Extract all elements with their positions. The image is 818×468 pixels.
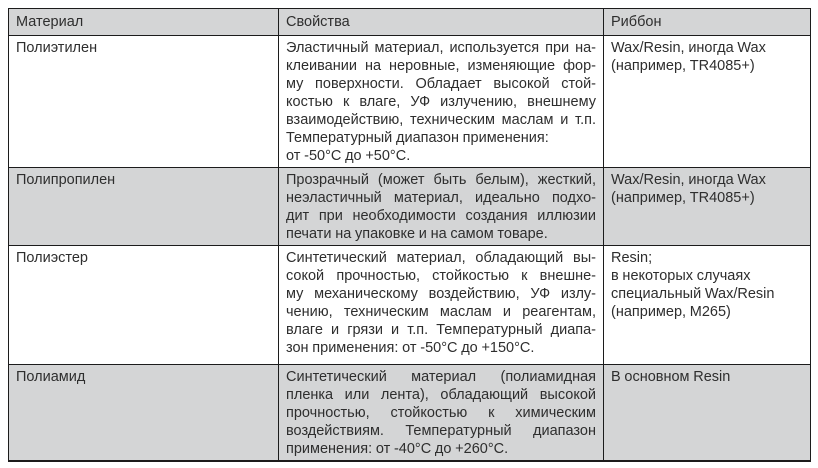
properties-line: му поверхности. Обладает высокой стой- [286, 76, 596, 92]
header-cell-properties: Свойства [279, 9, 604, 36]
ribbon-line: (например, TR4085+) [611, 190, 755, 206]
properties-line: прочностью, стойкостью к химическим [286, 405, 596, 421]
properties-line: клеивании на неровные, изменяющие фор- [286, 58, 596, 74]
material-cell: Полиамид [9, 365, 279, 462]
properties-cell [279, 246, 604, 365]
header-cell-material: Материал [9, 9, 279, 36]
properties-line: взаимодействию, техническим маслам и т.п. [286, 112, 596, 128]
header-cell-ribbon: Риббон [604, 9, 811, 36]
properties-line: воздействиям. Температурный диапазон [286, 423, 596, 439]
properties-cell [279, 365, 604, 462]
properties-line: чению, техническим маслам и реагентам, [286, 304, 596, 320]
properties-line: от -50°C до +50°C. [286, 148, 411, 164]
properties-line: Температурный диапазон применения: [286, 130, 549, 146]
properties-line: применения: от -40°C до +260°C. [286, 441, 509, 457]
table-row [9, 168, 811, 246]
materials-table [8, 8, 811, 462]
properties-line: зон применения: от -50°C до +150°C. [286, 340, 535, 356]
ribbon-line: в некоторых случаях [611, 268, 751, 284]
ribbon-line: (например, TR4085+) [611, 58, 755, 74]
properties-line: му механическому воздействию, УФ излу- [286, 286, 596, 302]
properties-cell [279, 168, 604, 246]
table-body [9, 36, 811, 462]
properties-line: сокой прочностью, стойкостью к внешне- [286, 268, 596, 284]
ribbon-line: (например, M265) [611, 304, 731, 320]
ribbon-line: Wax/Resin, иногда Wax [611, 40, 766, 56]
properties-line: Эластичный материал, используется при на- [286, 40, 596, 56]
ribbon-cell [604, 168, 811, 246]
properties-line: печати на упаковке и на самом товаре. [286, 226, 548, 242]
ribbon-line: специальный Wax/Resin [611, 286, 775, 302]
properties-line: Синтетический материал (полиамидная [286, 369, 596, 385]
material-cell: Полиэстер [9, 246, 279, 365]
ribbon-cell [604, 36, 811, 168]
material-cell: Полипропилен [9, 168, 279, 246]
ribbon-cell [604, 246, 811, 365]
properties-line: неэластичный материал, идеально подхо- [286, 190, 596, 206]
material-cell: Полиэтилен [9, 36, 279, 168]
ribbon-line: В основном Resin [611, 369, 731, 385]
header-row [9, 9, 811, 36]
properties-line: костью к влаге, УФ излучению, внешнему [286, 94, 596, 110]
ribbon-cell [604, 365, 811, 462]
table-row [9, 365, 811, 462]
table-header [9, 9, 811, 36]
ribbon-line: Resin; [611, 250, 653, 266]
properties-line: влаге и грязи и т.п. Температурный диапа- [286, 322, 596, 338]
properties-line: дит при необходимости создания иллюзии [286, 208, 596, 224]
properties-line: Прозрачный (может быть белым), жесткий, [286, 172, 596, 188]
properties-line: пленка или лента), обладающий высокой [286, 387, 596, 403]
properties-cell [279, 36, 604, 168]
properties-line: Синтетический материал, обладающий вы- [286, 250, 596, 266]
table-row [9, 246, 811, 365]
table-row [9, 36, 811, 168]
ribbon-line: Wax/Resin, иногда Wax [611, 172, 766, 188]
